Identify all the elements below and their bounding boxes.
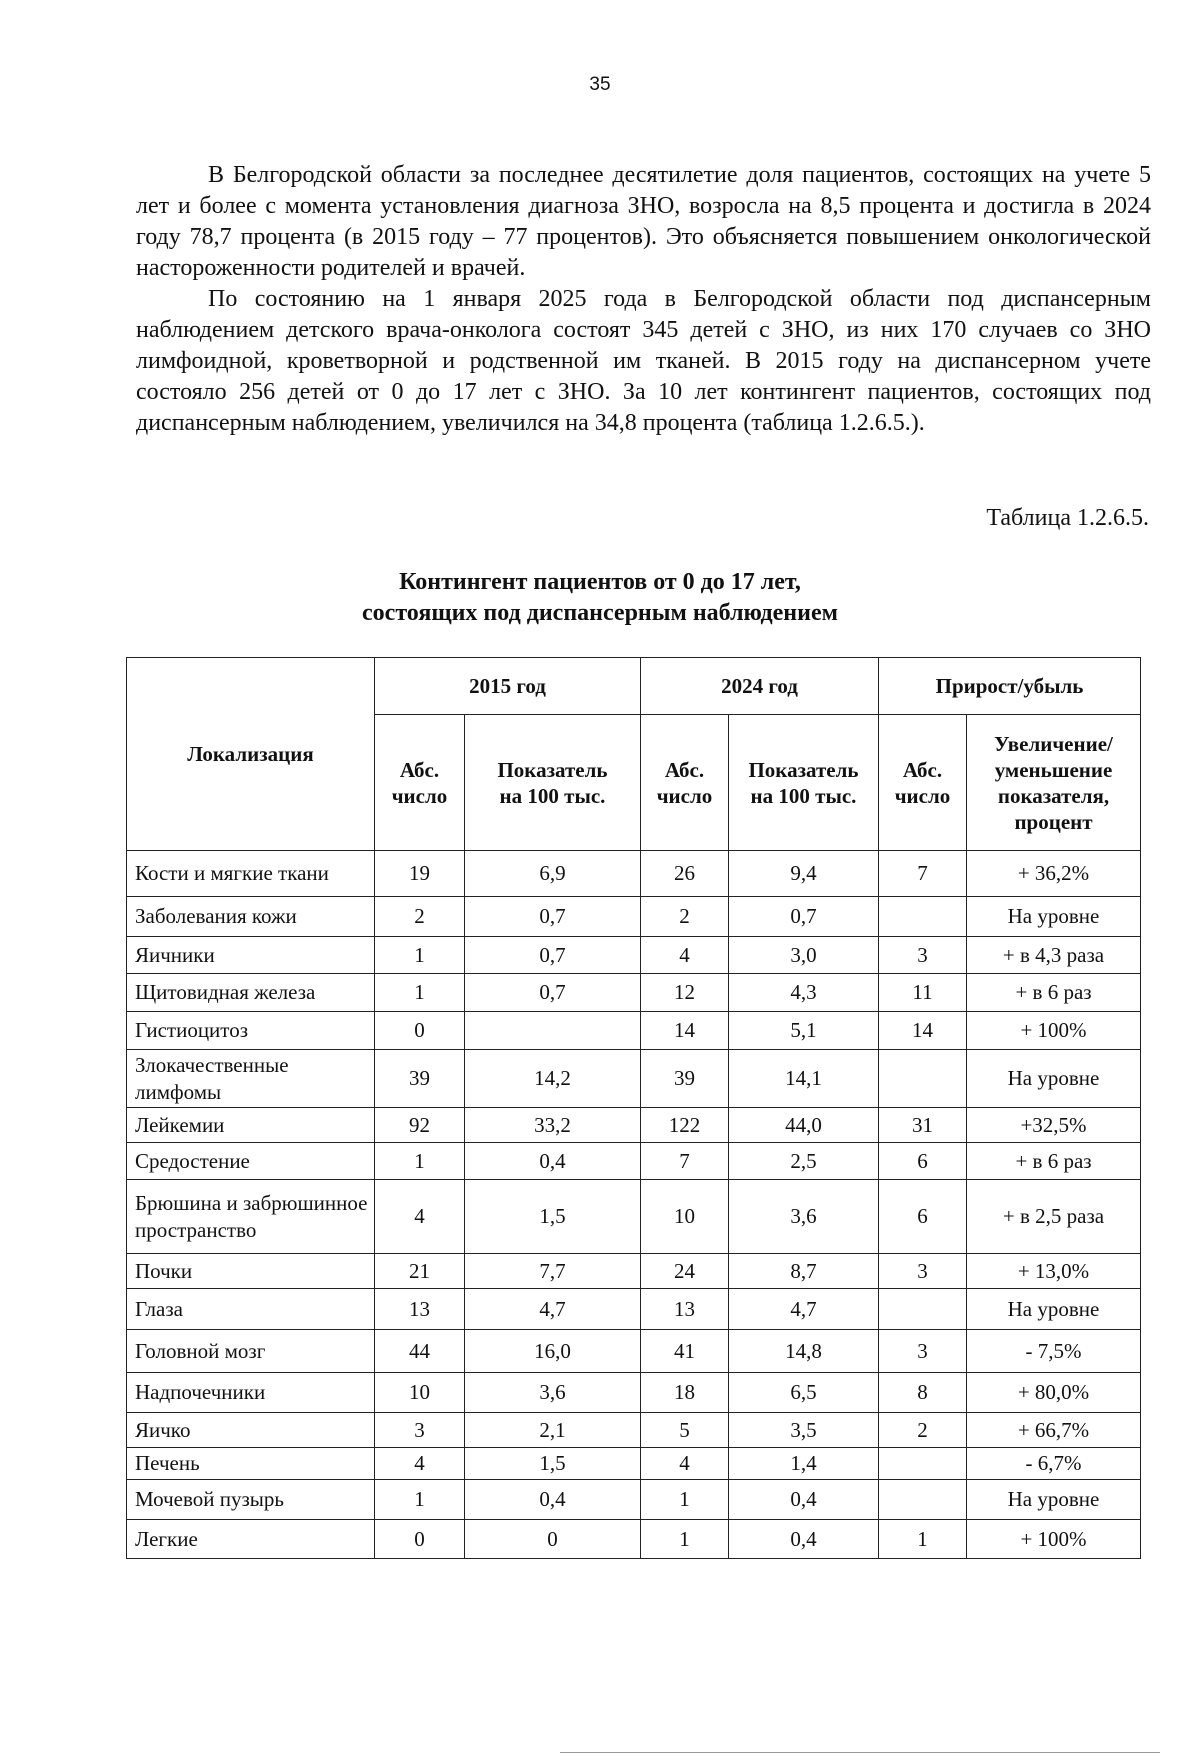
cell-abs2024: 5 [641,1413,729,1448]
cell-abs2015: 0 [375,1012,465,1050]
table-row [127,1180,1141,1254]
table-row [127,1448,1141,1480]
cell-abs-change: 7 [879,851,967,897]
cell-loc: Щитовидная железа [127,974,375,1012]
cell-abs-change: 6 [879,1143,967,1180]
cell-abs2024: 1 [641,1520,729,1559]
cell-rate2015: 33,2 [465,1108,641,1143]
cell-abs2024: 10 [641,1180,729,1254]
cell-abs2015: 21 [375,1254,465,1289]
table-row [127,851,1141,897]
cell-abs-change: 31 [879,1108,967,1143]
cell-rate2015: 0,7 [465,974,641,1012]
cell-rate2024: 3,0 [729,937,879,974]
table-row [127,1143,1141,1180]
header-pct-change: Увеличение/ уменьшение показателя, процент [967,715,1141,851]
cell-rate2024: 2,5 [729,1143,879,1180]
paragraph-2: По состоянию на 1 января 2025 года в Белгородской области под диспансерным наблюдением детского врача-онколога состоят 345 детей с ЗНО, из них 170 случаев со ЗНО лимфоидной, кроветворной и родственной им тканей. В 2015 году на диспансерном учете состояло 256 детей от 0 до 17 лет с ЗНО. За 10 лет контингент пациентов, состоящих под диспансерным наблюдением, увеличился на 34,8 процента (таблица 1.2.6.5.). [136,286,1151,436]
table-title-line-1: Контингент пациентов от 0 до 17 лет, [399,569,801,595]
table-row [127,974,1141,1012]
cell-rate2024: 5,1 [729,1012,879,1050]
cell-abs2015: 1 [375,974,465,1012]
cell-loc: Легкие [127,1520,375,1559]
cell-loc: Глаза [127,1289,375,1330]
table-row [127,1050,1141,1108]
table-row [127,1012,1141,1050]
cell-loc: Злокачественные лимфомы [127,1050,375,1108]
cell-pct: + 80,0% [967,1373,1141,1413]
cell-abs2024: 12 [641,974,729,1012]
cell-pct: + 13,0% [967,1254,1141,1289]
cell-loc: Гистиоцитоз [127,1012,375,1050]
cell-loc: Надпочечники [127,1373,375,1413]
cell-abs2024: 14 [641,1012,729,1050]
cell-abs2015: 2 [375,897,465,937]
cell-pct: + в 4,3 раза [967,937,1141,974]
table-row [127,1480,1141,1520]
cell-rate2015 [465,1012,641,1050]
cell-abs2024: 4 [641,937,729,974]
cell-abs2024: 122 [641,1108,729,1143]
cell-loc: Печень [127,1448,375,1480]
cell-rate2015: 3,6 [465,1373,641,1413]
data-table [126,657,1141,1559]
cell-rate2015: 2,1 [465,1413,641,1448]
cell-loc: Яичко [127,1413,375,1448]
cell-pct: На уровне [967,1050,1141,1108]
cell-rate2015: 16,0 [465,1330,641,1373]
cell-abs-change: 3 [879,1254,967,1289]
cell-rate2024: 4,7 [729,1289,879,1330]
cell-abs-change [879,1289,967,1330]
header-year-2015: 2015 год [375,658,641,715]
cell-pct: - 6,7% [967,1448,1141,1480]
cell-abs2015: 44 [375,1330,465,1373]
cell-rate2015: 1,5 [465,1180,641,1254]
cell-pct: + в 6 раз [967,1143,1141,1180]
paragraph-1: В Белгородской области за последнее десятилетие доля пациентов, состоящих на учете 5 лет и более с момента установления диагноза ЗНО, возросла на 8,5 процента и достигла в 2024 году 78,7 процента (в 2015 году – 77 процентов). Это объясняется повышением онкологической настороженности родителей и врачей. [136,162,1151,281]
cell-abs2024: 4 [641,1448,729,1480]
cell-abs2024: 24 [641,1254,729,1289]
header-change: Прирост/убыль [879,658,1141,715]
cell-abs-change: 14 [879,1012,967,1050]
cell-abs2015: 4 [375,1180,465,1254]
table-row [127,897,1141,937]
cell-rate2015: 0,7 [465,937,641,974]
table-row [127,1413,1141,1448]
table-row [127,1108,1141,1143]
cell-loc: Головной мозг [127,1330,375,1373]
cell-abs2015: 13 [375,1289,465,1330]
cell-loc: Кости и мягкие ткани [127,851,375,897]
cell-abs2015: 92 [375,1108,465,1143]
cell-loc: Лейкемии [127,1108,375,1143]
cell-abs2015: 1 [375,1480,465,1520]
cell-pct: + в 2,5 раза [967,1180,1141,1254]
cell-pct: + 66,7% [967,1413,1141,1448]
cell-abs-change: 6 [879,1180,967,1254]
table-row [127,937,1141,974]
cell-abs-change: 1 [879,1520,967,1559]
cell-rate2024: 1,4 [729,1448,879,1480]
header-rate-2024: Показатель на 100 тыс. [729,715,879,851]
cell-pct: + 100% [967,1520,1141,1559]
cell-rate2024: 14,8 [729,1330,879,1373]
cell-rate2024: 8,7 [729,1254,879,1289]
cell-abs-change [879,1480,967,1520]
bottom-rule [560,1752,1160,1753]
cell-abs2024: 13 [641,1289,729,1330]
table-row [127,1330,1141,1373]
table-title-line-2: состоящих под диспансерным наблюдением [362,600,838,626]
cell-pct: + 100% [967,1012,1141,1050]
cell-abs-change: 2 [879,1413,967,1448]
cell-pct: + в 6 раз [967,974,1141,1012]
cell-abs-change [879,1050,967,1108]
cell-abs2024: 1 [641,1480,729,1520]
cell-abs2015: 19 [375,851,465,897]
cell-loc: Брюшина и забрюшинное пространство [127,1180,375,1254]
cell-rate2015: 7,7 [465,1254,641,1289]
cell-rate2015: 0,7 [465,897,641,937]
body-text [136,160,1151,439]
cell-abs-change: 3 [879,1330,967,1373]
cell-pct: + 36,2% [967,851,1141,897]
cell-rate2015: 0,4 [465,1143,641,1180]
table-row [127,1254,1141,1289]
cell-abs-change: 11 [879,974,967,1012]
table-body [127,851,1141,1559]
cell-abs-change [879,1448,967,1480]
cell-rate2024: 44,0 [729,1108,879,1143]
cell-rate2015: 1,5 [465,1448,641,1480]
cell-rate2024: 3,6 [729,1180,879,1254]
cell-abs-change: 3 [879,937,967,974]
cell-rate2015: 6,9 [465,851,641,897]
cell-pct: На уровне [967,1289,1141,1330]
cell-abs2015: 4 [375,1448,465,1480]
table-label: Таблица 1.2.6.5. [986,505,1149,531]
cell-rate2015: 0 [465,1520,641,1559]
cell-abs2024: 7 [641,1143,729,1180]
cell-abs2024: 18 [641,1373,729,1413]
cell-abs2015: 0 [375,1520,465,1559]
header-year-2024: 2024 год [641,658,879,715]
table-row [127,1520,1141,1559]
cell-abs2015: 1 [375,1143,465,1180]
cell-abs-change [879,897,967,937]
cell-rate2024: 0,4 [729,1480,879,1520]
cell-abs2015: 3 [375,1413,465,1448]
cell-abs2024: 41 [641,1330,729,1373]
cell-abs2024: 26 [641,851,729,897]
cell-rate2024: 9,4 [729,851,879,897]
header-rate-2015: Показатель на 100 тыс. [465,715,641,851]
table-title [0,567,1200,629]
header-abs-change: Абс. число [879,715,967,851]
cell-loc: Мочевой пузырь [127,1480,375,1520]
cell-pct: +32,5% [967,1108,1141,1143]
table-header [127,658,1141,851]
cell-abs2024: 2 [641,897,729,937]
table-row [127,1373,1141,1413]
cell-loc: Заболевания кожи [127,897,375,937]
cell-rate2015: 0,4 [465,1480,641,1520]
cell-loc: Средостение [127,1143,375,1180]
cell-abs2015: 1 [375,937,465,974]
cell-loc: Яичники [127,937,375,974]
cell-rate2024: 3,5 [729,1413,879,1448]
cell-rate2024: 6,5 [729,1373,879,1413]
cell-pct: - 7,5% [967,1330,1141,1373]
header-location: Локализация [127,658,375,851]
cell-rate2015: 14,2 [465,1050,641,1108]
header-abs-2015: Абс. число [375,715,465,851]
cell-abs2015: 10 [375,1373,465,1413]
cell-abs2024: 39 [641,1050,729,1108]
cell-pct: На уровне [967,1480,1141,1520]
cell-rate2024: 4,3 [729,974,879,1012]
cell-abs-change: 8 [879,1373,967,1413]
cell-rate2024: 0,4 [729,1520,879,1559]
cell-rate2024: 0,7 [729,897,879,937]
page-number: 35 [589,74,611,95]
cell-rate2015: 4,7 [465,1289,641,1330]
cell-abs2015: 39 [375,1050,465,1108]
header-abs-2024: Абс. число [641,715,729,851]
cell-rate2024: 14,1 [729,1050,879,1108]
table-row [127,1289,1141,1330]
cell-pct: На уровне [967,897,1141,937]
cell-loc: Почки [127,1254,375,1289]
